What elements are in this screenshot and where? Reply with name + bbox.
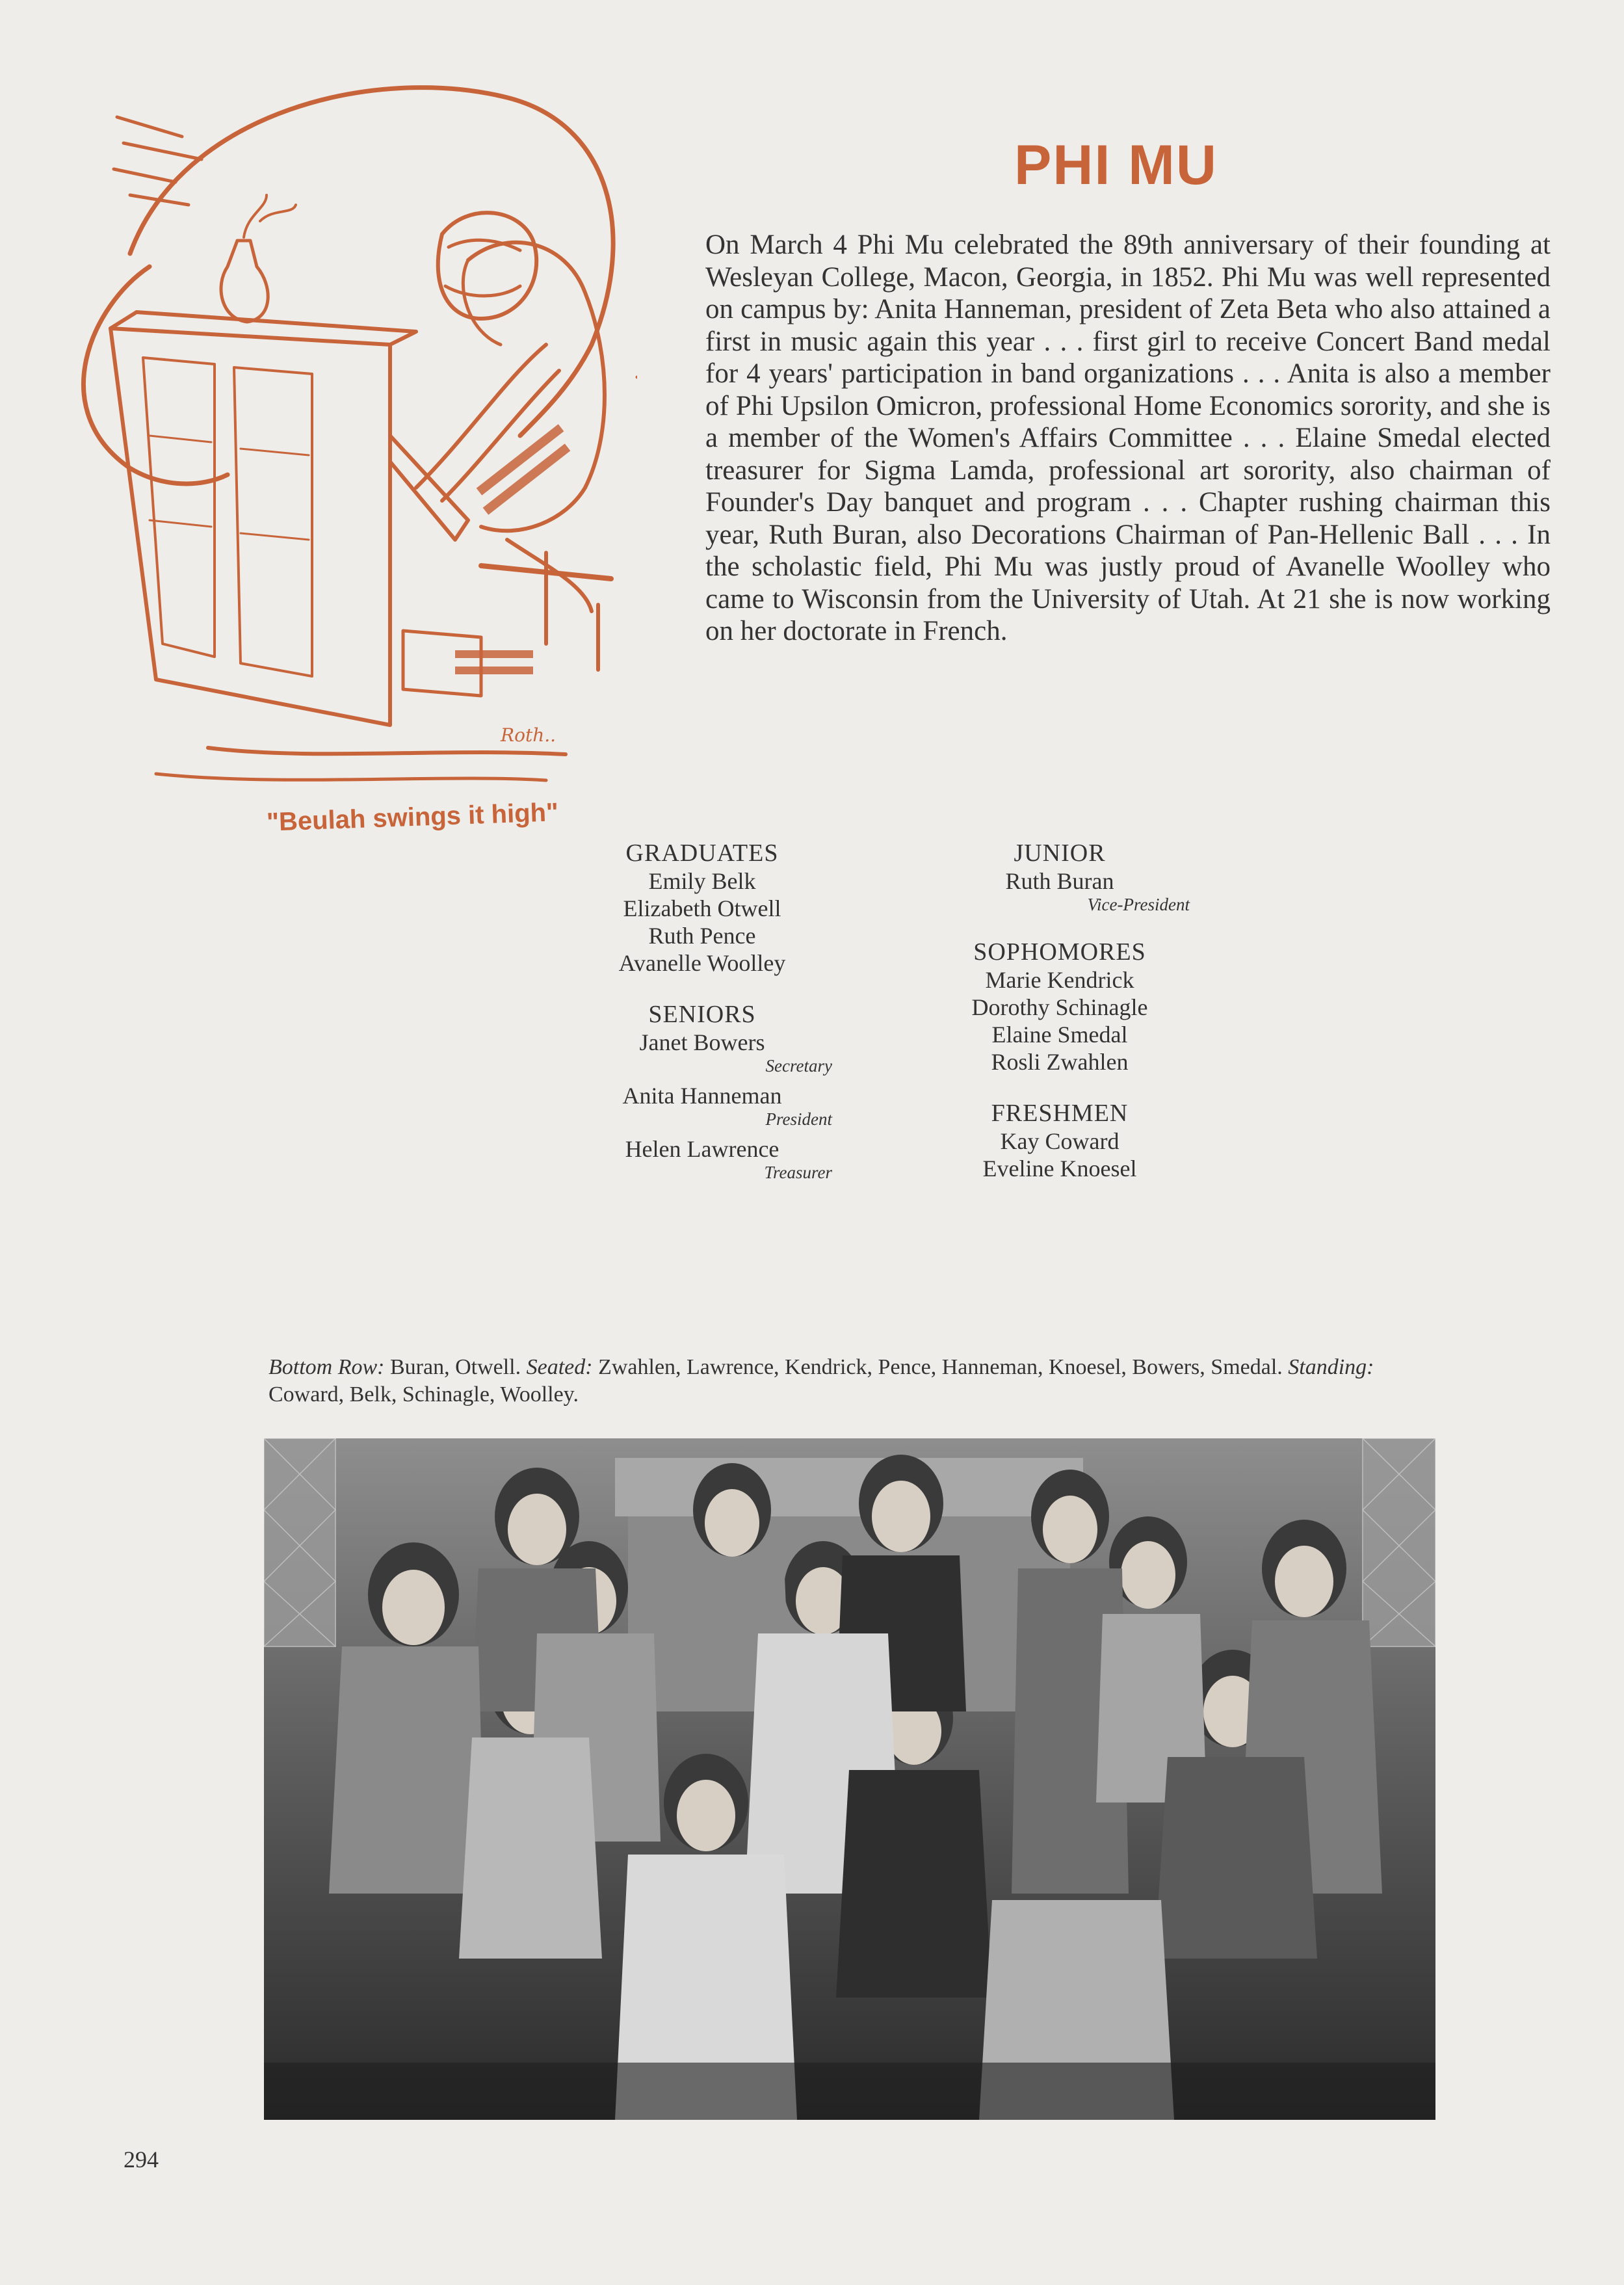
cartoon-signature: Roth.. xyxy=(501,724,557,746)
junior-office: Vice-President xyxy=(1087,895,1190,914)
senior-office: Treasurer xyxy=(764,1163,832,1182)
bottom-row-label: Bottom Row: xyxy=(268,1355,385,1379)
article-body: On March 4 Phi Mu celebrated the 89th anniversary of their founding at Wesleyan College, Macon, Georgia, in 1852. Phi Mu was well represented on campus by: Anita Hanneman, president of Zeta Beta who also attained a first in music again this year . . . first girl to receive Concert Band medal for 4 years' participation in band organizations . . . Anita is also a member of Phi Upsilon Omicron, professional Home Economics sorority, and she is a member of the Women's Affairs Committee . . . Elaine Smedal elected treasurer for Sigma Lamda, professional art sorority, also chairman of Founder's Day banquet and program . . . Chapter rushing chairman this year, Ruth Buran, also Decorations Chairman of Pan-Hellenic Ball . . . In the scholastic field, Phi Mu was justly proud of Avanelle Woolley who came to Wisconsin from the University of Utah. At 21 she is now working on her doctorate in French. xyxy=(705,230,1551,646)
seated-names: Zwahlen, Lawrence, Kendrick, Pence, Hanneman, Knoesel, Bowers, Smedal. xyxy=(598,1355,1283,1379)
group-photo xyxy=(264,1438,1435,2120)
sophomore-name: Rosli Zwahlen xyxy=(991,1049,1129,1075)
freshman-name: Eveline Knoesel xyxy=(982,1156,1137,1182)
sophomore-name: Marie Kendrick xyxy=(985,967,1134,993)
bottom-row-names: Buran, Otwell. xyxy=(389,1355,521,1379)
freshmen-heading: FRESHMEN xyxy=(991,1100,1129,1127)
standing-names: Coward, Belk, Schinagle, Woolley. xyxy=(268,1382,579,1407)
page-number: 294 xyxy=(124,2146,159,2173)
graduate-name: Emily Belk xyxy=(648,868,756,894)
junior-heading: JUNIOR xyxy=(1014,839,1106,867)
cartoon-illustration xyxy=(52,72,637,793)
graduate-name: Avanelle Woolley xyxy=(618,950,786,976)
photo-caption xyxy=(268,1354,1439,1408)
standing-label: Standing: xyxy=(1288,1355,1374,1379)
seniors-heading: SENIORS xyxy=(648,1001,756,1028)
senior-name: Anita Hanneman xyxy=(622,1083,782,1109)
sophomore-name: Elaine Smedal xyxy=(991,1022,1128,1048)
roster-column-right xyxy=(923,839,1196,1182)
sophomore-name: Dorothy Schinagle xyxy=(971,994,1148,1020)
junior-name: Ruth Buran xyxy=(1005,868,1114,894)
sophomores-heading: SOPHOMORES xyxy=(973,938,1146,966)
seated-label: Seated: xyxy=(526,1355,593,1379)
graduates-heading: GRADUATES xyxy=(625,839,779,867)
senior-name: Helen Lawrence xyxy=(625,1136,779,1162)
senior-name: Janet Bowers xyxy=(639,1029,765,1055)
page-title: PHI MU xyxy=(1014,134,1218,196)
senior-office: President xyxy=(765,1109,832,1129)
graduate-name: Ruth Pence xyxy=(648,923,756,949)
roster-column-left xyxy=(566,839,839,1182)
cartoon-caption: "Beulah swings it high" xyxy=(266,798,559,837)
graduate-name: Elizabeth Otwell xyxy=(623,895,781,921)
senior-office: Secretary xyxy=(765,1056,832,1076)
freshman-name: Kay Coward xyxy=(1000,1128,1120,1154)
